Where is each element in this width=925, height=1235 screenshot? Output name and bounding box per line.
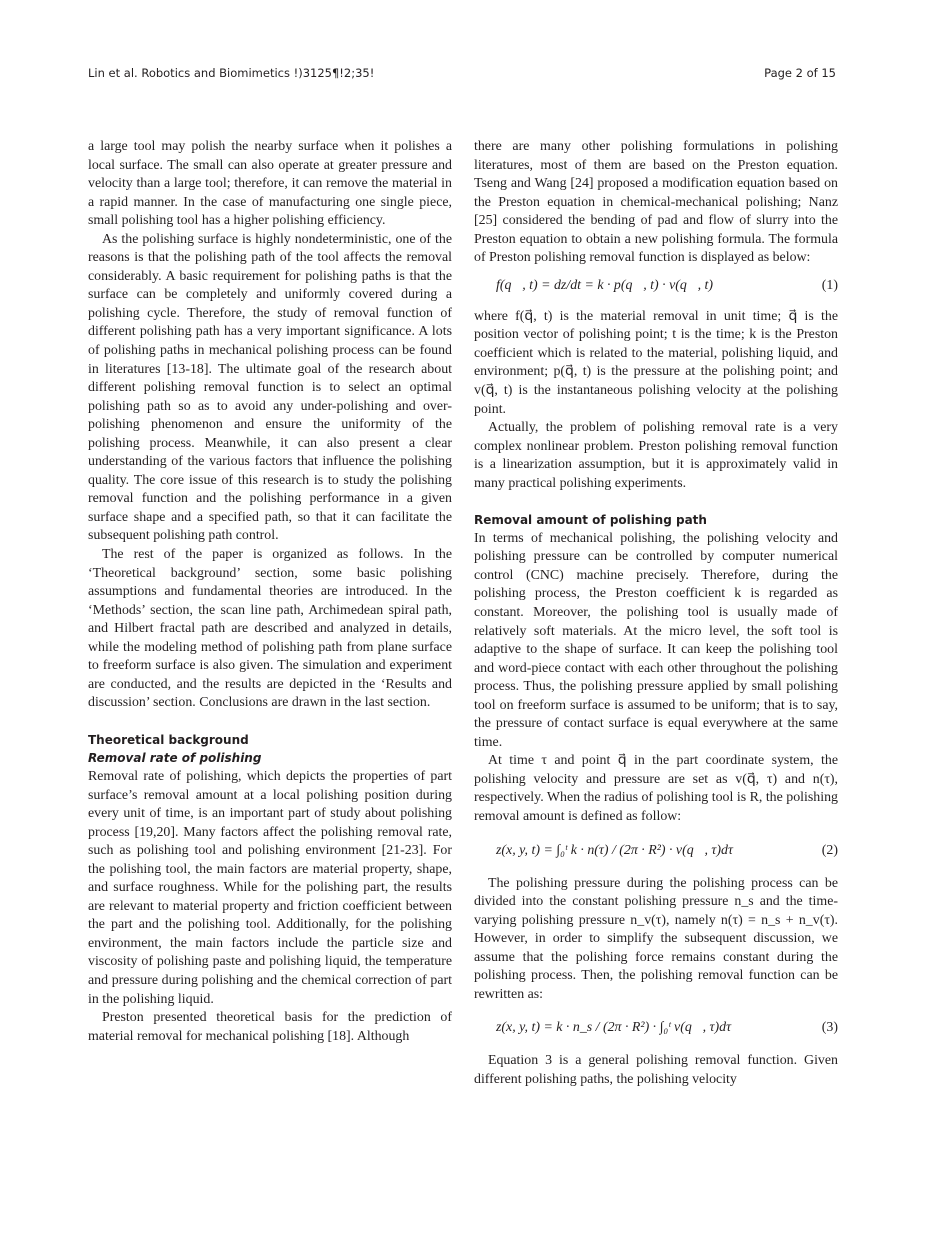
right-column (474, 138, 838, 1089)
left-column (88, 138, 452, 1046)
paragraph: The polishing pressure during the polishing process can be divided into the constant polishing pressure n_s and the time-varying polishing pressure n_v(τ), namely n(τ) = n_s + n_v(τ). However, in order to simplify the subsequent discussion, we assume that the polishing force remains constant during the polishing process. Then, the polishing removal function can be rewritten as: (474, 875, 838, 1002)
equation-number: (1) (821, 277, 838, 293)
equation-3 (474, 1004, 838, 1052)
subsection-heading-removal-amount: Removal amount of polishing path (474, 513, 707, 528)
equation-1 (474, 268, 838, 308)
equation-body: z(x, y, t) = ∫₀ᵗ k · n(τ) / (2π · R²) · v(q⃗, τ)dτ (496, 842, 733, 858)
paragraph: Preston presented theoretical basis for the prediction of material removal for mechanical polishing [18]. Although (88, 1010, 452, 1044)
paragraph: Equation 3 is a general polishing removal function. Given different polishing paths, the polishing velocity (474, 1053, 838, 1087)
paragraph: The rest of the paper is organized as follows. In the ‘Theoretical background’ section, some basic polishing assumptions and fundamental theories are introduced. In the ‘Methods’ section, the scan line path, Archimedean spiral path, and Hilbert fractal path are described and analyzed in details, while the modeling method of polishing path from plane surface to freeform surface is also given. The simulation and experiment are conducted, and the results are depicted in the ‘Results and discussion’ section. Conclusions are drawn in the last section. (88, 547, 452, 711)
paragraph: At time τ and point q⃗ in the part coordinate system, the polishing velocity and pressure are set as v(q⃗, τ) and n(τ), respectively. When the radius of polishing tool is R, the polishing removal amount is defined as follow: (474, 753, 838, 824)
equation-body: z(x, y, t) = k · n_s / (2π · R²) · ∫₀ᵗ v(q⃗, τ)dτ (496, 1020, 732, 1036)
section-heading-theoretical-background: Theoretical background (88, 732, 249, 747)
equation-number: (2) (821, 842, 838, 858)
equation-2 (474, 827, 838, 875)
paragraph: Actually, the problem of polishing removal rate is a very complex nonlinear problem. Preston polishing removal function is a linearization assumption, but it is approximately valid in many practical polishing experiments. (474, 420, 838, 491)
paragraph: In terms of mechanical polishing, the polishing velocity and polishing pressure can be controlled by computer numerical control (CNC) machine precisely. Therefore, during the polishing process, the Preston coefficient k is regarded as constant. Moreover, the polishing tool is usually made of relatively soft materials. At the micro level, the soft tool is adaptive to the shape of surface. It can keep the polishing tool and word-piece contact with each other throughout the polishing process. Thus, the polishing pressure applied by small polishing tool on freeform surface is assumed to be uniform; that is to say, the pressure of contact surface is equal everywhere at the same time. (474, 530, 838, 750)
subsection-heading-removal-rate: Removal rate of polishing (88, 751, 262, 766)
paragraph: there are many other polishing formulations in polishing literatures, most of them are based on the Preston equation. Tseng and Wang [24] proposed a modification equation based on the Preston equation in chemical-mechanical polishing; Nanz [25] considered the bending of pad and flow of slurry into the Preston equation to obtain a new polishing formula. The formula of Preston polishing removal function is displayed as below: (474, 139, 838, 266)
equation-body: f(q⃗, t) = dz/dt = k · p(q⃗, t) · v(q⃗, t) (496, 277, 714, 293)
equation-number: (3) (821, 1020, 838, 1036)
paragraph: where f(q⃗, t) is the material removal in unit time; q⃗ is the position vector of polishing point; t is the time; k is the Preston coefficient which is related to the material, polishing liquid, and environment; p(q⃗, t) is the pressure at the polishing point; and v(q⃗, t) is the instantaneous polishing velocity at the polishing point. (474, 308, 838, 417)
running-header: Lin et al. Robotics and Biomimetics !)3125¶!2;35! (88, 66, 375, 80)
paragraph: As the polishing surface is highly nondeterministic, one of the reasons is that the polishing path of the tool affects the removal considerably. A basic requirement for polishing paths is that the surface can be completely and uniformly covered during a polishing cycle. Therefore, the study of removal function of different polishing path has a very important significance. A lots of polishing paths in mechanical polishing process can be found in literatures [13-18]. The ultimate goal of the research about different polishing removal function is to select an optimal polishing path so as to avoid any under-polishing and over-polishing phenomenon and ensure the uniformity of the polishing process. Meanwhile, it can also present a clear understanding of the various factors that influence the polishing quality. The core issue of this research is to study the polishing removal function and the polishing performance in a given surface shape and a specified path, so that it can facilitate the subsequent polishing path control. (88, 231, 452, 544)
page-number: Page 2 of 15 (764, 66, 836, 80)
paragraph: Removal rate of polishing, which depicts the properties of part surface’s removal amount at a local polishing position during every unit of time, is an important part of study about polishing process [19,20]. Many factors affect the polishing removal rate, such as polishing tool and polishing environment [21-23]. For the polishing tool, the main factors are material property, shape, and surface roughness. While for the polishing part, the results are relevant to material property and friction coefficient between the part and the polishing tool. Additionally, for the polishing environment, the main factors include the particle size and viscosity of polishing paste and polishing liquid, the temperature and pressure during polishing and the chemical correction of part in the polishing liquid. (88, 768, 452, 1007)
paragraph: a large tool may polish the nearby surface when it polishes a local surface. The small can also operate at greater pressure and velocity than a large tool; therefore, it can remove the material in a rapid manner. In the case of manufacturing one single piece, small polishing tool has a higher polishing efficiency. (88, 139, 452, 229)
